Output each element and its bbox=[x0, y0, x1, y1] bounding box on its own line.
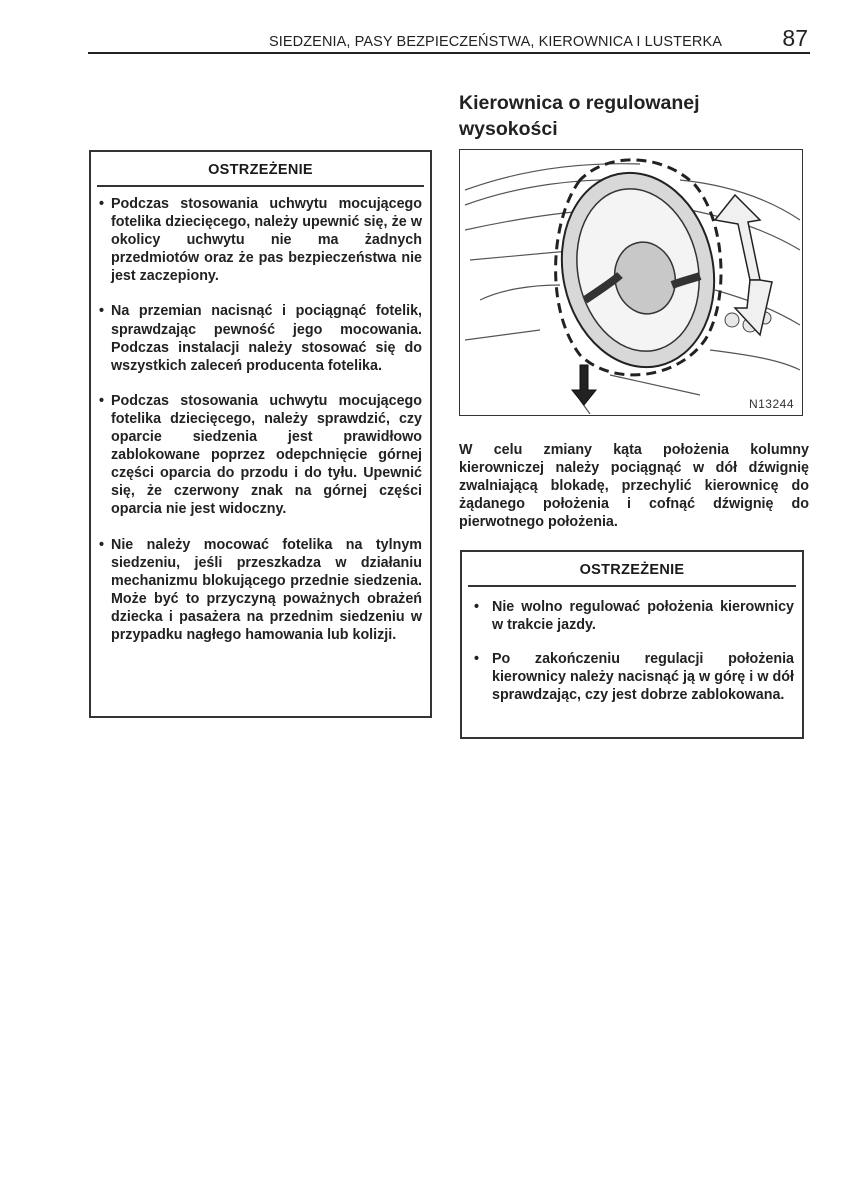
list-item-text: Nie wolno regulować położenia kierownicy w trakcie jazdy. bbox=[492, 599, 794, 634]
right-warning-list bbox=[470, 587, 794, 704]
figure-code: N13244 bbox=[748, 397, 794, 411]
list-item-text: Podczas stosowania uchwytu mocującego fotelika dziecięcego, należy sprawdzić, czy oparcie siedzenia jest prawidłowo zablokowane poprzez odepchnięcie górnej części oparcia do przodu i do tyłu. Upewnić się, że czerwony znak na górnej części oparcia nie jest widoczny. bbox=[111, 392, 422, 518]
page-number: 87 bbox=[782, 25, 808, 51]
list-item bbox=[99, 195, 422, 285]
bullet: • bbox=[99, 196, 105, 212]
left-warning-title: OSTRZEŻENIE bbox=[97, 152, 424, 187]
bullet: • bbox=[99, 536, 105, 553]
list-item-text: Na przemian nacisnąć i pociągnąć fotelik, sprawdzając pewność jego mocowania. Podczas instalacji należy stosować się do wszystkich zaleceń producenta fotelika. bbox=[111, 303, 422, 374]
tilt-arrow-down bbox=[735, 280, 772, 335]
section-title: Kierownica o regulowanej wysokości bbox=[459, 92, 700, 140]
bullet: • bbox=[99, 303, 105, 320]
left-warning-box bbox=[89, 150, 432, 718]
bullet: • bbox=[99, 392, 105, 409]
list-item bbox=[99, 302, 422, 374]
right-warning-box bbox=[460, 550, 804, 739]
list-item-text: Podczas stosowania uchwytu mocującego fotelika dziecięcego, należy upewnić się, że w okolicy uchwytu nie ma żadnych przedmiotów oraz że pas bezpieczeństwa nie jest zaczepiony. bbox=[111, 196, 422, 285]
list-item bbox=[99, 392, 422, 519]
steering-wheel-drawing bbox=[460, 150, 801, 414]
right-warning-title: OSTRZEŻENIE bbox=[468, 552, 796, 587]
bullet: • bbox=[474, 599, 480, 615]
page-header bbox=[88, 26, 810, 54]
list-item bbox=[470, 598, 794, 634]
release-lever-arrow bbox=[572, 365, 596, 405]
list-item-text: Po zakończeniu regulacji położenia kierownicy należy nacisnąć ją w górę i w dół sprawdzając, czy jest dobrze zablokowana. bbox=[492, 651, 794, 704]
list-item bbox=[99, 536, 422, 645]
bullet: • bbox=[474, 651, 480, 668]
left-warning-list bbox=[99, 187, 422, 644]
steering-wheel-illustration bbox=[459, 149, 803, 416]
header-title: SIEDZENIA, PASY BEZPIECZEŃSTWA, KIEROWNICA I LUSTERKA bbox=[268, 34, 722, 50]
instruction-text: W celu zmiany kąta położenia kolumny kierowniczej należy pociągnąć w dół dźwignię zwalniającą blokadę, przechylić kierownicę do żądanego położenia i cofnąć dźwignię do pierwotnego położenia. bbox=[459, 442, 809, 531]
list-item-text: Nie należy mocować fotelika na tylnym siedzeniu, jeśli przeszkadza w działaniu mechanizmu blokującego przednie siedzenia. Może być to przyczyną poważnych obrażeń dziecka i pasażera na przednim siedzeniu w przypadku nagłego hamowania lub kolizji. bbox=[111, 536, 422, 643]
list-item bbox=[470, 650, 794, 704]
